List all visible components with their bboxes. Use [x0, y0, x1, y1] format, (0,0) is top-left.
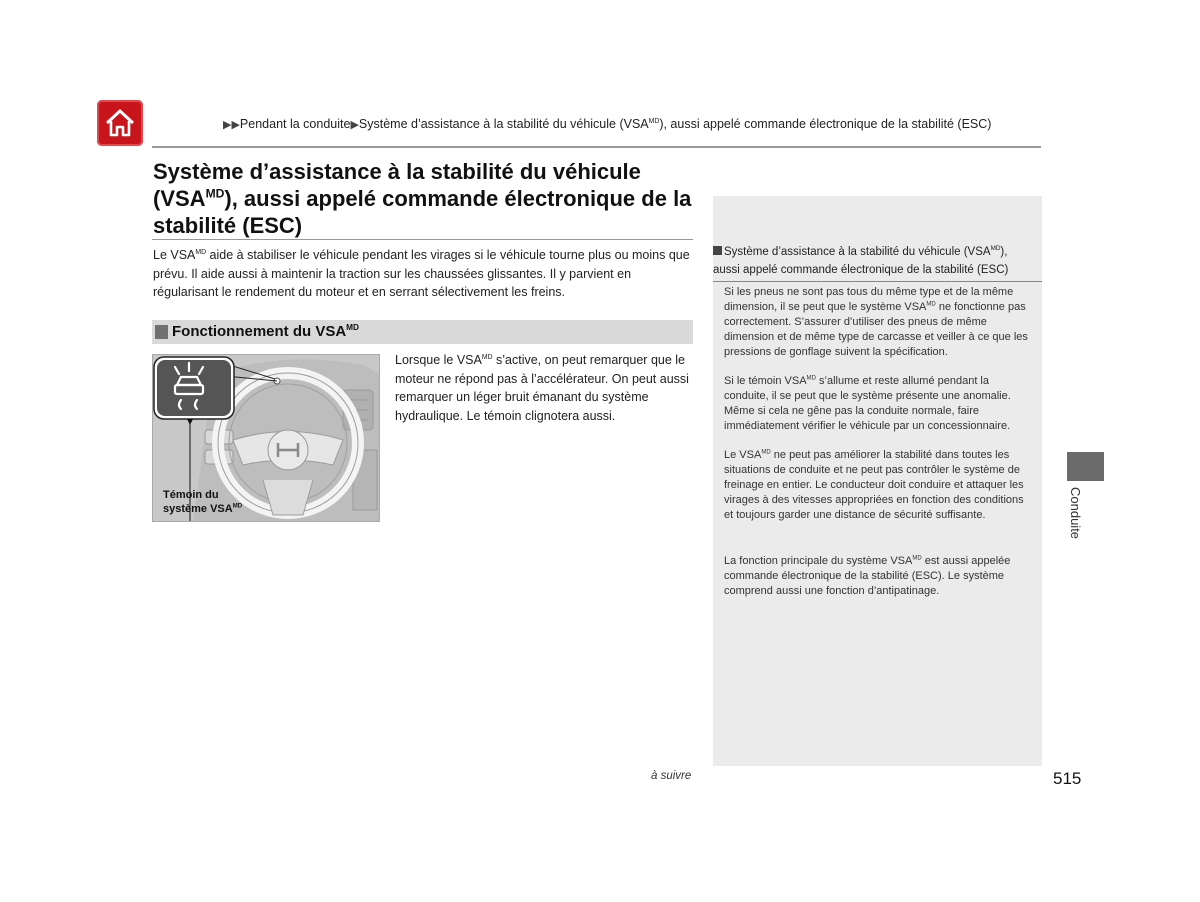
sb-p4-sup: MD [912, 555, 922, 562]
breadcrumb-separator-icon: ▶ [350, 119, 359, 131]
title-line3: stabilité (ESC) [153, 213, 303, 238]
sidebar-paragraph-tires [724, 285, 1034, 360]
title-line2b: ), aussi appelé commande électronique de la [224, 186, 692, 211]
reference-arrow-icon [713, 246, 722, 255]
sb-p2-b: s’allume et reste allumé pendant la conduite, il se peut que le système présente une anomalie. Même si cela ne gêne pas la conduite normale, faire immédiatement vérifier le véhicule par un concessionnaire. [724, 375, 1011, 432]
section-title [172, 323, 359, 340]
sidebar-heading[interactable] [713, 243, 1033, 279]
section-header [152, 320, 693, 344]
sb-p2-a: Si le témoin VSA [724, 375, 807, 387]
sb-p4-b: est aussi appelée commande électronique de la stabilité (ESC). Le système comprend aussi une fonction d’antipatinage. [724, 555, 1011, 597]
sb-p1-b: ne fonctionne pas correctement. S’assurer d’utiliser des pneus de même dimension et de même type de carcasse et veiller à ce que les pressions de gonflage suivent la spécification. [724, 301, 1028, 358]
intro-paragraph [153, 246, 698, 302]
caption-line2: système VSA [163, 503, 233, 515]
page-number: 515 [1053, 769, 1082, 788]
sb-p1-a: Si les pneus ne sont pas tous du même type et de la même dimension, il se peut que le système VSA [724, 286, 1014, 313]
title-line2a: (VSA [153, 186, 206, 211]
chapter-tab-label[interactable]: Conduite [1068, 487, 1083, 540]
sidebar-heading-a: Système d’assistance à la stabilité du véhicule (VSA [724, 246, 991, 258]
sb-p3-a: Le VSA [724, 449, 762, 461]
operation-text-b: s’active, on peut remarquer que le moteur ne répond pas à l’accélérateur. On peut aussi remarquer un léger bruit émanant du système hydraulique. Le témoin clignotera aussi. [395, 353, 689, 423]
sidebar-divider [713, 281, 1042, 282]
breadcrumb-item-driving[interactable]: Pendant la conduite [239, 117, 351, 131]
sidebar-heading-b: ), aussi appelé commande électronique de la stabilité (ESC) [713, 246, 1009, 276]
continued-note: à suivre [651, 770, 692, 782]
sb-p4-a: La fonction principale du système VSA [724, 555, 913, 567]
caption-line1: Témoin du [163, 489, 219, 501]
breadcrumb [223, 117, 991, 131]
section-title-sup: MD [346, 323, 360, 332]
title-line1: Système d’assistance à la stabilité du véhicule [153, 159, 641, 184]
header-divider [152, 146, 1041, 148]
home-button[interactable] [97, 100, 143, 146]
sidebar-paragraph-esc [724, 554, 1034, 599]
title-sup: MD [205, 186, 225, 201]
chapter-tab[interactable] [1067, 452, 1104, 481]
sb-p2-sup: MD [806, 375, 816, 382]
home-icon [103, 106, 137, 140]
intro-text-a: Le VSA [153, 248, 196, 262]
vsa-indicator-caption [163, 488, 273, 516]
caption-sup: MD [232, 503, 243, 510]
breadcrumb-item-vsa: Système d’assistance à la stabilité du véhicule (VSA [358, 117, 649, 131]
operation-text-a: Lorsque le VSA [395, 353, 482, 367]
sidebar-paragraph-limits [724, 448, 1034, 523]
sidebar-heading-sup: MD [990, 245, 1001, 253]
sb-p3-sup: MD [761, 449, 771, 456]
sidebar-paragraph-indicator [724, 374, 1034, 434]
intro-text-b: aide à stabiliser le véhicule pendant les virages si le véhicule tourne plus ou moins que prévu. Il aide aussi à maintenir la traction sur les chaussées glissantes. Il y parvient en régularisant le rendement du moteur et en serrant sélectivement les freins. [153, 248, 690, 299]
section-title-text: Fonctionnement du VSA [172, 323, 347, 340]
intro-sup: MD [195, 248, 207, 256]
operation-sup: MD [481, 353, 493, 361]
sb-p1-sup: MD [926, 301, 936, 308]
title-divider [152, 239, 693, 240]
breadcrumb-marker-icon: ▶▶ [223, 119, 240, 131]
sb-p3-b: ne peut pas améliorer la stabilité dans toutes les situations de conduite et ne peut pas contrôler le système de freinage en entier. Le conducteur doit conduire et attaquer les virages à des vitesses appropriées en fonction des conditions et toujours garder une distance de sécurité suffisante. [724, 449, 1024, 521]
operation-paragraph [395, 351, 695, 425]
page-title [153, 158, 713, 239]
breadcrumb-sup: MD [648, 117, 660, 125]
breadcrumb-item-vsa-end: ), aussi appelé commande électronique de la stabilité (ESC) [659, 117, 992, 131]
section-square-icon [155, 325, 168, 339]
